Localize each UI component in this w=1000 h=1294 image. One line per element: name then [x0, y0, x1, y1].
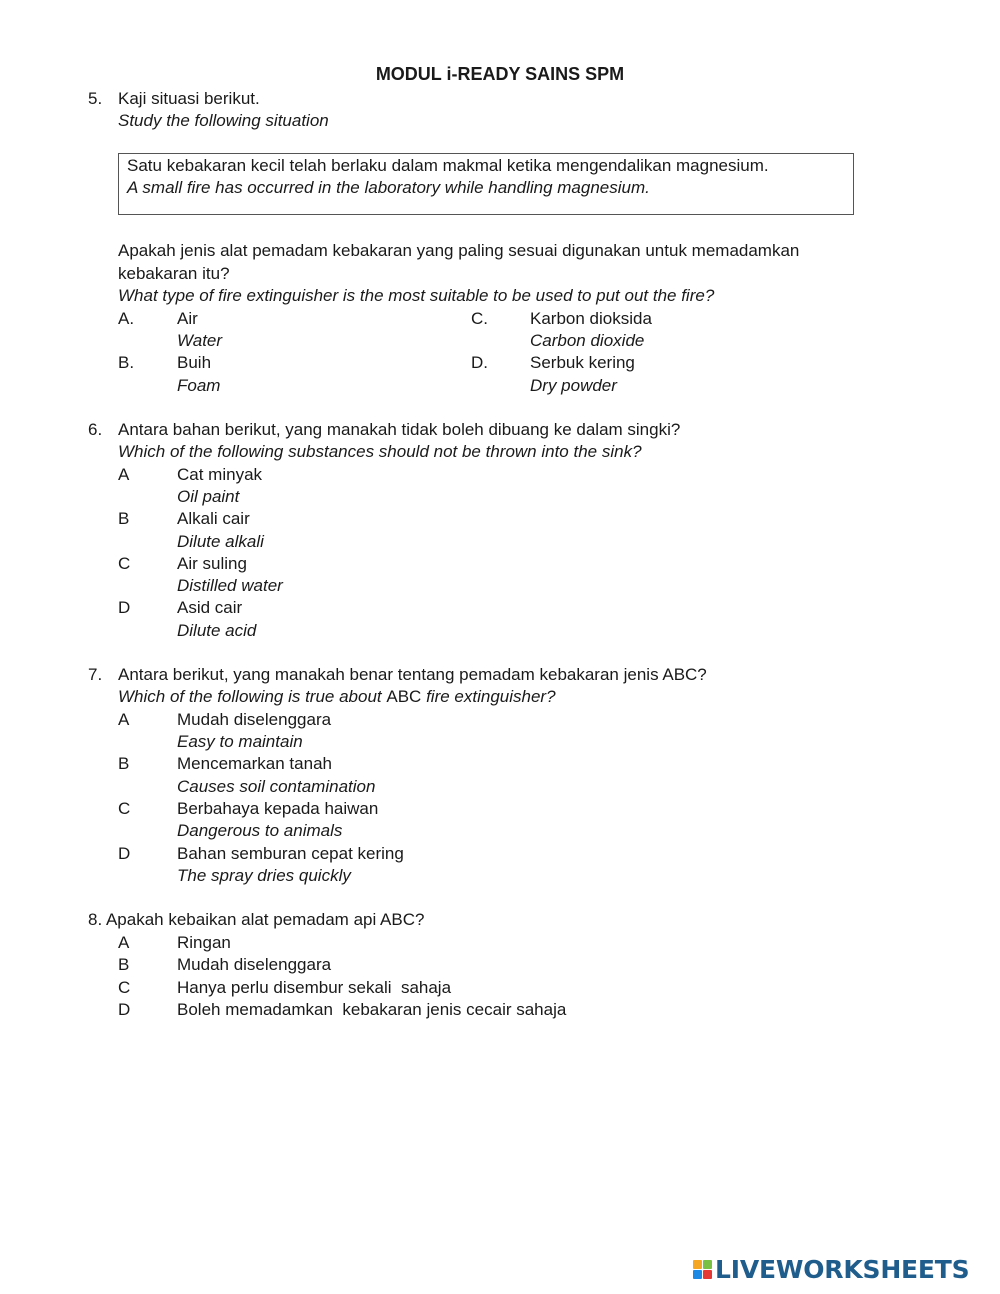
option-c-ms: Air suling — [177, 554, 247, 573]
situation-text-ms: Satu kebakaran kecil telah berlaku dalam makmal ketika mengendalikan magnesium. — [127, 156, 769, 175]
logo-square-2 — [703, 1260, 712, 1269]
option-b-letter: B — [118, 754, 130, 773]
option-d-en: Dilute acid — [177, 621, 257, 640]
logo-square-3 — [693, 1270, 702, 1279]
question-text-en: Which of the following substances should not be thrown into the sink? — [118, 442, 642, 461]
option-d-en: Dry powder — [530, 376, 617, 395]
option-b-en: Foam — [177, 376, 221, 395]
option-a-en: Water — [177, 331, 223, 350]
option-b-letter: B. — [118, 353, 135, 372]
question-text: 8. Apakah kebaikan alat pemadam api ABC? — [88, 910, 425, 929]
question-text-en-part2: fire extinguisher? — [421, 687, 556, 706]
option-b-en: Causes soil contamination — [177, 777, 376, 796]
logo-square-1 — [693, 1260, 702, 1269]
option-d-ms: Asid cair — [177, 598, 243, 617]
option-b-text: Mudah diselenggara — [177, 955, 332, 974]
option-a-letter: A — [118, 933, 130, 952]
option-d-letter: D — [118, 1000, 131, 1019]
question-text-ms: Apakah jenis alat pemadam kebakaran yang paling sesuai digunakan untuk memadamkan — [118, 241, 800, 260]
option-a-en: Easy to maintain — [177, 732, 303, 751]
question-text-ms-cont: kebakaran itu? — [118, 264, 230, 283]
option-a-ms: Air — [177, 309, 198, 328]
option-b-ms: Mencemarkan tanah — [177, 754, 332, 773]
question-text-en: What type of fire extinguisher is the most suitable to be used to put out the fire? — [118, 286, 715, 305]
situation-text-en: A small fire has occurred in the laboratory while handling magnesium. — [127, 178, 650, 197]
question-intro-en: Study the following situation — [118, 111, 329, 130]
option-c-text: Hanya perlu disembur sekali sahaja — [177, 978, 452, 997]
option-c-letter: C — [118, 978, 131, 997]
option-a-en: Oil paint — [177, 487, 240, 506]
option-c-letter: C — [118, 554, 131, 573]
question-text-ms: Antara berikut, yang manakah benar tentang pemadam kebakaran jenis ABC? — [118, 665, 707, 684]
option-b-en: Dilute alkali — [177, 532, 264, 551]
question-number: 6. — [88, 420, 103, 439]
question-intro-ms: Kaji situasi berikut. — [118, 89, 260, 108]
option-c-en: Distilled water — [177, 576, 283, 595]
option-b-ms: Buih — [177, 353, 212, 372]
question-text-en-part1: Which of the following is true about — [118, 687, 387, 706]
question-number: 7. — [88, 665, 103, 684]
option-d-ms: Bahan semburan cepat kering — [177, 844, 404, 863]
question-text-en-abc: ABC — [386, 687, 422, 706]
option-a-text: Ringan — [177, 933, 231, 952]
option-a-letter: A — [118, 710, 130, 729]
logo-square-4 — [703, 1270, 712, 1279]
option-a-letter: A. — [118, 309, 135, 328]
option-c-ms: Berbahaya kepada haiwan — [177, 799, 379, 818]
option-d-en: The spray dries quickly — [177, 866, 351, 885]
page-title: MODUL i-READY SAINS SPM — [375, 64, 625, 84]
question-text-en — [118, 688, 556, 705]
option-c-letter: C — [118, 799, 131, 818]
option-d-letter: D. — [471, 353, 488, 372]
option-c-ms: Karbon dioksida — [530, 309, 652, 328]
option-c-en: Carbon dioxide — [530, 331, 645, 350]
option-b-letter: B — [118, 955, 130, 974]
option-b-letter: B — [118, 509, 130, 528]
option-a-letter: A — [118, 465, 130, 484]
logo-text: LIVEWORKSHEETS — [715, 1254, 970, 1284]
question-number: 5. — [88, 89, 103, 108]
option-a-ms: Mudah diselenggara — [177, 710, 332, 729]
option-d-text: Boleh memadamkan kebakaran jenis cecair sahaja — [177, 1000, 567, 1019]
option-d-ms: Serbuk kering — [530, 353, 635, 372]
liveworksheets-logo-icon — [693, 1260, 712, 1279]
option-d-letter: D — [118, 844, 131, 863]
option-b-ms: Alkali cair — [177, 509, 250, 528]
option-c-letter: C. — [471, 309, 488, 328]
liveworksheets-logo — [693, 1255, 969, 1283]
option-c-en: Dangerous to animals — [177, 821, 343, 840]
question-text-ms: Antara bahan berikut, yang manakah tidak boleh dibuang ke dalam singki? — [118, 420, 681, 439]
option-d-letter: D — [118, 598, 131, 617]
option-a-ms: Cat minyak — [177, 465, 263, 484]
